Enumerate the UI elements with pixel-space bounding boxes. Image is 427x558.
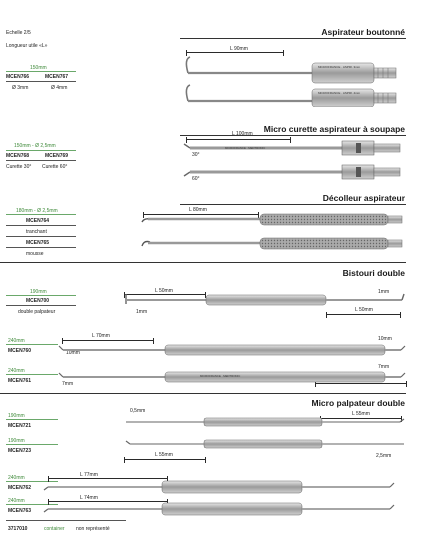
table-divider (6, 236, 76, 237)
green-divider (6, 214, 76, 215)
ref-code: MCEN761 (8, 378, 32, 384)
dimension-label: L 100mm (232, 131, 253, 137)
instrument-palpateur-721 (120, 415, 410, 429)
section-rule (180, 204, 406, 205)
tip-label: 1mm (136, 309, 148, 315)
dimension-label: L 50mm (355, 307, 373, 313)
dimension-label: L 55mm (352, 411, 370, 417)
item-label: double palpateur (18, 309, 56, 315)
diameter-label: Ø 3mm (12, 85, 29, 91)
dimension-line (62, 340, 154, 341)
decolleur-label: tranchant (26, 229, 47, 235)
table-divider (6, 225, 76, 226)
ref-code: MCEN721 (8, 423, 32, 429)
length-label: 240mm (8, 498, 25, 504)
green-divider (6, 150, 76, 151)
length-label: 150mm - Ø 2,5mm (14, 143, 56, 149)
section-rule (180, 38, 406, 39)
green-divider (6, 444, 58, 445)
decolleur-label: mousse (26, 251, 44, 257)
ref-code: MCEN765 (26, 240, 50, 246)
ref-code: MCEN760 (8, 348, 32, 354)
instrument-decolleur (138, 212, 413, 254)
section-rule (0, 393, 406, 394)
tip-label: 10mm (66, 350, 80, 356)
curette-label: Curette 30° (6, 164, 32, 170)
tip-label: 7mm (378, 364, 390, 370)
engraving: MICROFRANCE · ASPIR. 3mm (318, 65, 361, 69)
dimension-label: L 70mm (92, 333, 110, 339)
scale-label: Echelle 2/5 (6, 30, 31, 36)
tip-label: 2,5mm (376, 453, 392, 459)
green-divider (6, 374, 58, 375)
ref-code: MCEN762 (8, 485, 32, 491)
dimension-label: L 77mm (80, 472, 98, 478)
length-label: 190mm (8, 413, 25, 419)
dimension-label: L 50mm (155, 288, 173, 294)
length-label: 190mm (8, 438, 25, 444)
ref-code: MCEN763 (8, 508, 32, 514)
green-divider (6, 71, 76, 72)
ref-code: MCEN723 (8, 448, 32, 454)
section-title-bistouri: Bistouri double (342, 268, 405, 278)
table-divider (6, 520, 126, 521)
instrument-bistouri-700 (120, 290, 410, 310)
footer-note: non représenté (76, 526, 110, 532)
tip-label: 10mm (378, 336, 392, 342)
engraving: MICROFRANCE · MEDTRONIC (225, 146, 266, 150)
dimension-line (186, 52, 284, 53)
angle-label: 60° (192, 176, 200, 182)
table-divider (6, 81, 76, 82)
tip-label: 1mm (378, 289, 390, 295)
table-divider (6, 247, 76, 248)
ref-code: MCEN764 (26, 218, 50, 224)
ref-code: MCEN700 (26, 298, 50, 304)
instrument-palpateur-763 (40, 500, 410, 518)
green-divider (6, 295, 76, 296)
engraving: MICROFRANCE · MEDTRONIC (200, 374, 241, 378)
engraving: MICROFRANCE · ASPIR. 4mm (318, 91, 361, 95)
section-title-decolleur: Décolleur aspirateur (322, 193, 405, 203)
section-title-aspirateur: Aspirateur boutonné (321, 27, 405, 37)
ref-code: 3717010 (8, 526, 28, 532)
tip-label: 7mm (62, 381, 74, 387)
dimension-label: L 80mm (189, 207, 207, 213)
section-rule (180, 135, 406, 136)
dimension-label: L 74mm (80, 495, 98, 501)
green-divider (6, 344, 58, 345)
instrument-palpateur-762 (40, 478, 410, 496)
length-label: 240mm (8, 368, 25, 374)
ref-code: MCEN769 (45, 153, 69, 159)
table-divider (6, 305, 76, 306)
dimension-label: L 55mm (155, 452, 173, 458)
green-divider (6, 419, 58, 420)
section-rule (0, 262, 406, 263)
length-label: 150mm (30, 65, 47, 71)
instrument-bistouri-760 (55, 342, 410, 358)
instrument-aspirateur-3mm (180, 55, 410, 107)
length-legend: Longueur utile «L» (6, 43, 48, 49)
section-title-palpateur: Micro palpateur double (311, 398, 405, 408)
length-label: 240mm (8, 475, 25, 481)
length-label: 180mm - Ø 2,5mm (16, 208, 58, 214)
tip-label: 0,5mm (130, 408, 146, 414)
length-label: 190mm (30, 289, 47, 295)
angle-label: 30° (192, 152, 200, 158)
diameter-label: Ø 4mm (51, 85, 68, 91)
curette-label: Curette 60° (42, 164, 68, 170)
ref-code: MCEN768 (6, 153, 30, 159)
length-label: 240mm (8, 338, 25, 344)
ref-code: MCEN767 (45, 74, 69, 80)
dimension-line (124, 459, 206, 460)
table-divider (6, 160, 76, 161)
instrument-palpateur-723 (120, 437, 410, 451)
container-label: container (44, 526, 65, 532)
dimension-label: L 90mm (230, 46, 248, 52)
instrument-curette (180, 138, 410, 186)
ref-code: MCEN766 (6, 74, 30, 80)
dimension-line (326, 314, 401, 315)
section-title-curette: Micro curette aspirateur à soupape (263, 124, 405, 134)
